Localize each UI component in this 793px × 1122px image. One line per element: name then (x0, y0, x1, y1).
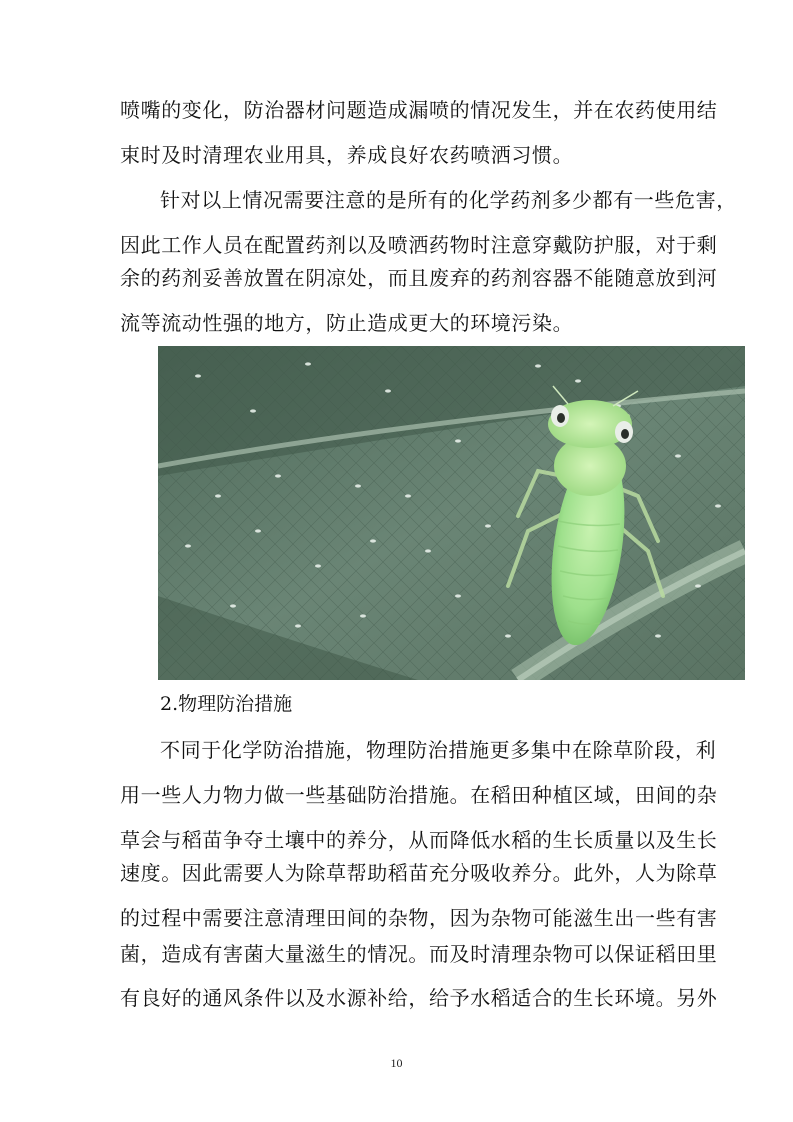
leafhopper-photo (158, 346, 745, 680)
paragraph-3-line-7: 有良好的通风条件以及水源补给，给予水稻适合的生长环境。另外 (120, 986, 718, 1010)
paragraph-3-line-4: 速度。因此需要人为除草帮助稻苗充分吸收养分。此外，人为除草 (120, 861, 718, 885)
page-number: 10 (390, 1056, 403, 1070)
paragraph-3-line-3: 草会与稻苗争夺土壤中的养分，从而降低水稻的生长质量以及生长 (120, 828, 718, 852)
paragraph-2-line-4: 流等流动性强的地方，防止造成更大的环境污染。 (120, 311, 574, 335)
paragraph-2-line-3: 余的药剂妥善放置在阴凉处，而且废弃的药剂容器不能随意放到河 (120, 266, 718, 290)
paragraph-2-line-1: 针对以上情况需要注意的是所有的化学药剂多少都有一些危害， (160, 188, 737, 212)
paragraph-3-line-1: 不同于化学防治措施，物理防治措施更多集中在除草阶段，利 (160, 738, 717, 762)
paragraph-1-line-2: 束时及时清理农业用具，养成良好农药喷洒习惯。 (120, 143, 574, 167)
paragraph-3-line-5: 的过程中需要注意清理田间的杂物，因为杂物可能滋生出一些有害 (120, 906, 718, 930)
paragraph-2-line-2: 因此工作人员在配置药剂以及喷洒药物时注意穿戴防护服，对于剩 (120, 233, 718, 257)
section-heading: 2.物理防治措施 (160, 693, 293, 715)
paragraph-3-line-2: 用一些人力物力做一些基础防治措施。在稻田种植区域，田间的杂 (120, 783, 718, 807)
paragraph-3-line-6: 菌，造成有害菌大量滋生的情况。而及时清理杂物可以保证稻田里 (120, 942, 718, 966)
paragraph-1-line-1: 喷嘴的变化，防治器材问题造成漏喷的情况发生，并在农药使用结 (120, 98, 718, 122)
